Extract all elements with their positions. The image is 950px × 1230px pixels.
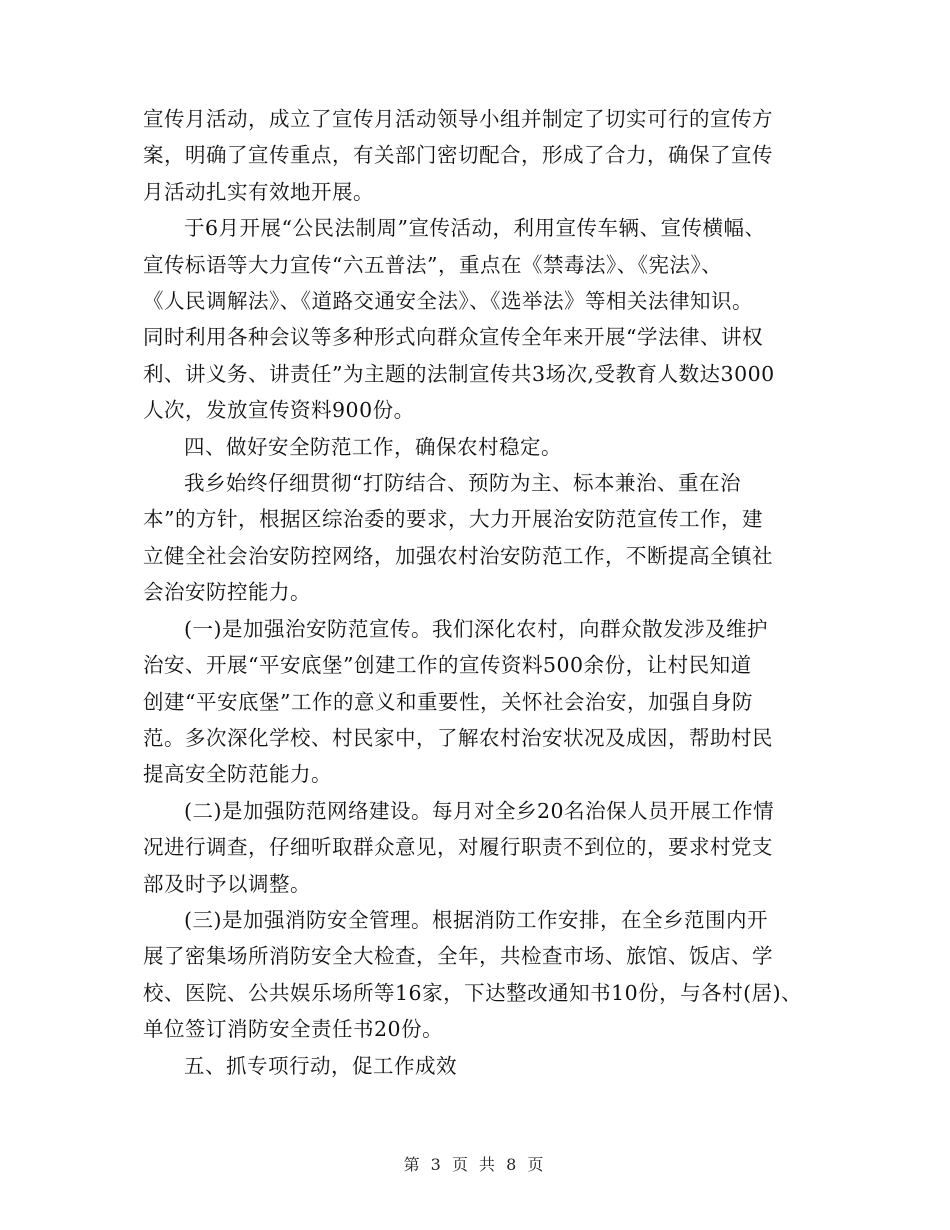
text-line: 同时利用各种会议等多种形式向群众宣传全年来开展“学法律、讲权 xyxy=(143,325,763,350)
text-line: 创建“平安底堡”工作的意义和重要性，关怀社会治安，加强自身防 xyxy=(143,689,753,714)
text-line: 四、做好安全防范工作，确保农村稳定。 xyxy=(184,434,562,459)
text-line: 于6月开展“公民法制周”宣传活动，利用宣传车辆、宣传横幅、 xyxy=(184,216,766,241)
text-line: 利、讲义务、讲责任”为主题的法制宣传共3场次,受教育人数达3000 xyxy=(143,361,775,386)
text-line: 本”的方针，根据区综治委的要求，大力开展治安防范宣传工作，建 xyxy=(143,507,763,532)
text-line: 部及时予以调整。 xyxy=(143,871,311,896)
text-line: 提高安全防范能力。 xyxy=(143,762,332,787)
text-line: 月活动扎实有效地开展。 xyxy=(143,179,374,204)
text-line: 立健全社会治安防控网络，加强农村治安防范工作，不断提高全镇社 xyxy=(143,543,773,568)
text-line: 校、医院、公共娱乐场所等16家，下达整改通知书10份，与各村(居)、 xyxy=(143,980,803,1005)
text-line: 人次，发放宣传资料900份。 xyxy=(143,398,415,423)
text-line: 我乡始终仔细贯彻“打防结合、预防为主、标本兼治、重在治 xyxy=(184,471,741,496)
text-line: 案，明确了宣传重点，有关部门密切配合，形成了合力，确保了宣传 xyxy=(143,143,773,168)
paragraph-publicity-month xyxy=(143,101,823,210)
text-line: 治安、开展“平安底堡”创建工作的宣传资料500余份，让村民知道 xyxy=(143,653,752,678)
text-line: (一)是加强治安防范宣传。我们深化农村，向群众散发涉及维护 xyxy=(184,616,768,641)
paragraph-item-one xyxy=(143,611,823,793)
paragraph-security-policy xyxy=(143,465,823,611)
text-line: (二)是加强防范网络建设。每月对全乡20名治保人员开展工作情 xyxy=(184,798,775,823)
text-line: 会治安防控能力。 xyxy=(143,580,311,605)
text-line: 宣传标语等大力宣传“六五普法”，重点在《禁毒法》、《宪法》、 xyxy=(143,252,723,277)
paragraph-item-three xyxy=(143,902,823,1048)
paragraph-item-two xyxy=(143,793,823,902)
text-line: 况进行调查，仔细听取群众意见，对履行职责不到位的，要求村党支 xyxy=(143,835,773,860)
section-heading-four xyxy=(143,429,823,465)
section-heading-five xyxy=(143,1048,823,1084)
text-line: 宣传月活动，成立了宣传月活动领导小组并制定了切实可行的宣传方 xyxy=(143,107,773,131)
text-line: 《人民调解法》、《道路交通安全法》、《选举法》等相关法律知识。 xyxy=(143,289,753,314)
text-line: (三)是加强消防安全管理。根据消防工作安排，在全乡范围内开 xyxy=(184,907,768,932)
page-number-footer: 第 3 页 共 8 页 xyxy=(403,1155,547,1174)
text-line: 范。多次深化学校、村民家中，了解农村治安状况及成因，帮助村民 xyxy=(143,725,773,750)
document-body xyxy=(143,101,823,1084)
text-line: 展了密集场所消防安全大检查，全年，共检查市场、旅馆、饭店、学 xyxy=(143,944,773,969)
paragraph-legal-week xyxy=(143,210,823,428)
text-line: 单位签订消防安全责任书20份。 xyxy=(143,1017,444,1042)
text-line: 五、抓专项行动，促工作成效 xyxy=(184,1053,457,1078)
